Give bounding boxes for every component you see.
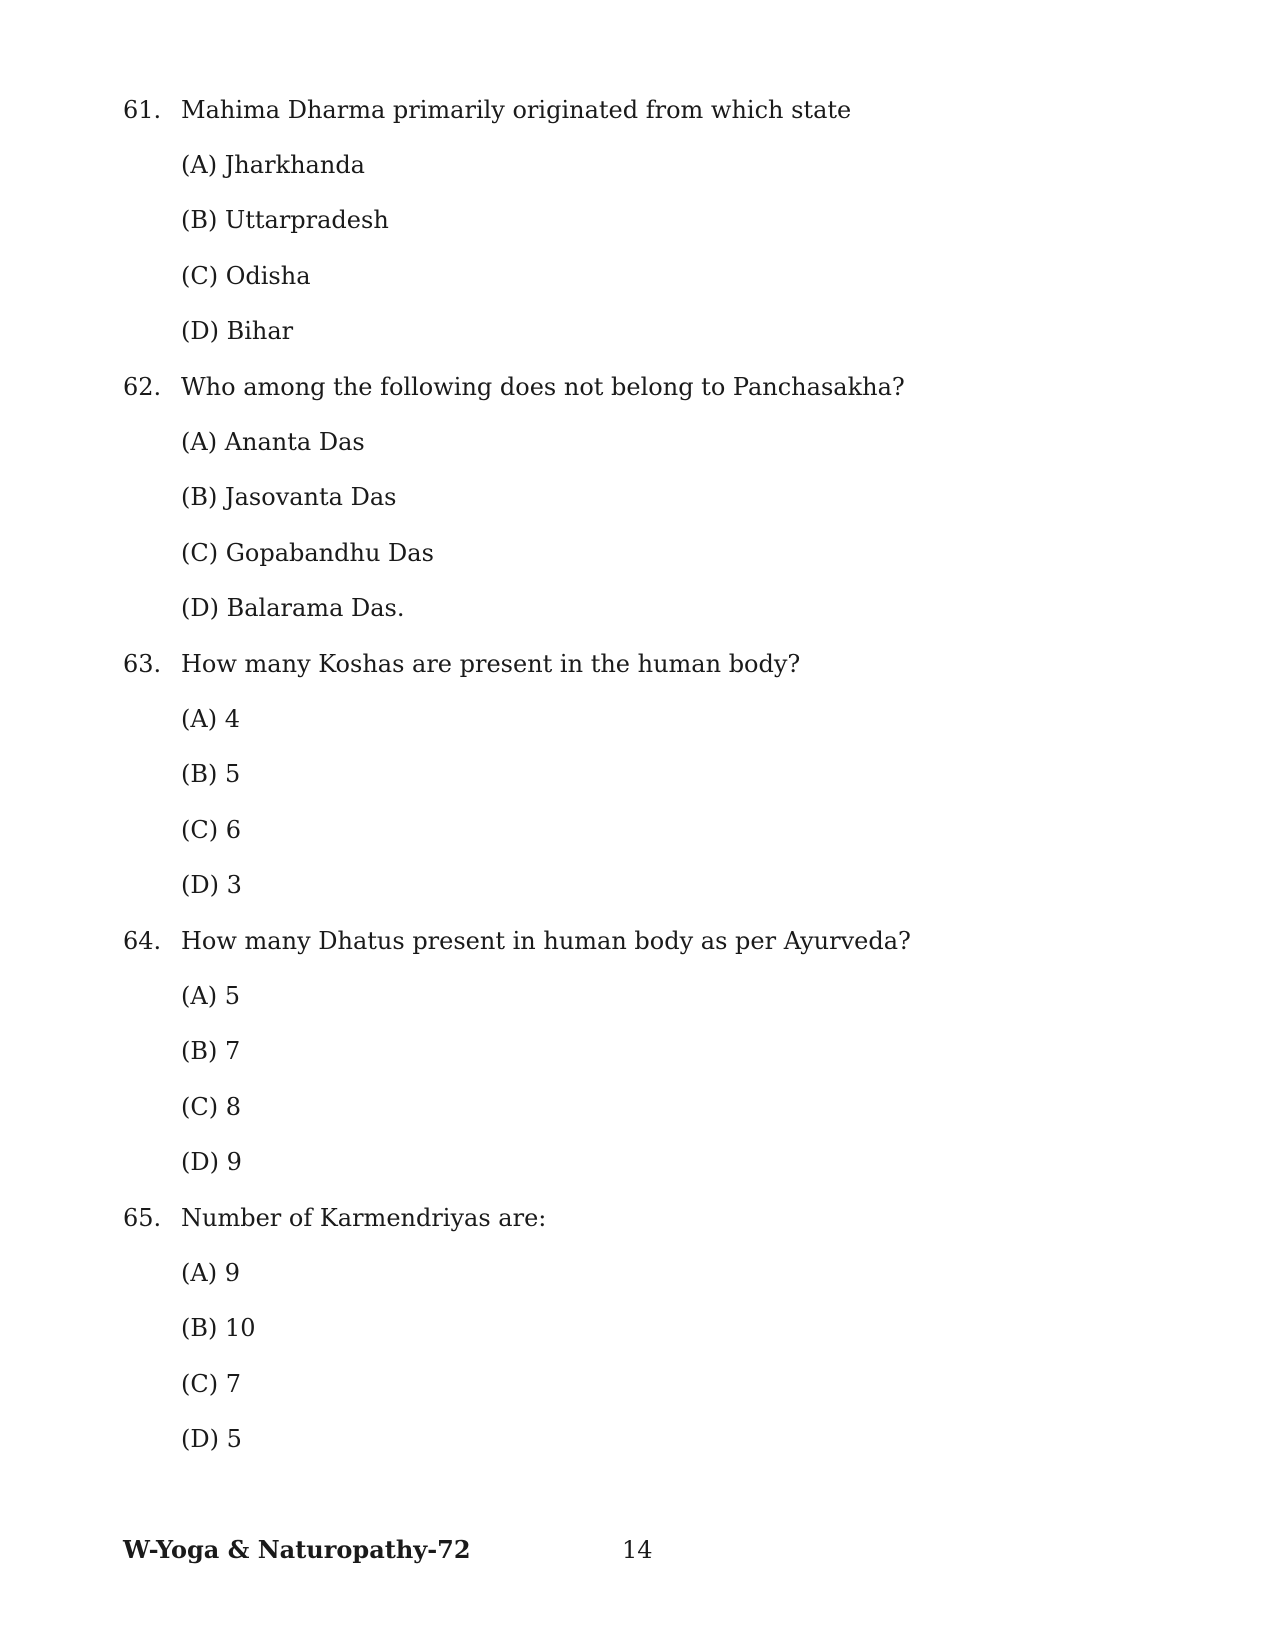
option-c: (C) Odisha (181, 262, 311, 290)
question-text: Number of Karmendriyas are: (181, 1204, 547, 1232)
question-number: 65. (123, 1204, 162, 1232)
question-63 (0, 644, 1275, 921)
question-number: 62. (123, 373, 162, 401)
option-d: (D) 5 (181, 1425, 242, 1453)
question-stem (123, 367, 905, 407)
option-c: (C) 7 (181, 1370, 241, 1398)
question-stem (123, 644, 800, 684)
question-number: 64. (123, 927, 162, 955)
option-b: (B) 7 (181, 1037, 241, 1065)
option-d: (D) 9 (181, 1148, 242, 1176)
question-61 (0, 90, 1275, 367)
question-number: 63. (123, 650, 162, 678)
question-text: Who among the following does not belong to Panchasakha? (181, 373, 905, 401)
question-stem (123, 1198, 546, 1238)
question-list (0, 90, 1275, 1475)
question-text: How many Koshas are present in the human body? (181, 650, 801, 678)
option-a: (A) Jharkhanda (181, 151, 365, 179)
option-b: (B) Jasovanta Das (181, 483, 397, 511)
option-a: (A) 5 (181, 982, 240, 1010)
option-b: (B) 10 (181, 1314, 256, 1342)
page-footer (123, 1530, 471, 1570)
option-a: (A) 4 (181, 705, 240, 733)
question-64 (0, 921, 1275, 1198)
page-number: 14 (622, 1536, 653, 1564)
question-text: Mahima Dharma primarily originated from which state (181, 96, 852, 124)
option-d: (D) 3 (181, 871, 242, 899)
exam-title: W-Yoga & Naturopathy-72 (123, 1535, 471, 1564)
option-a: (A) 9 (181, 1259, 240, 1287)
option-d: (D) Bihar (181, 317, 294, 345)
question-stem (123, 90, 851, 130)
option-c: (C) Gopabandhu Das (181, 539, 434, 567)
question-stem (123, 921, 911, 961)
option-b: (B) 5 (181, 760, 241, 788)
option-b: (B) Uttarpradesh (181, 206, 389, 234)
option-d: (D) Balarama Das. (181, 594, 405, 622)
option-a: (A) Ananta Das (181, 428, 365, 456)
option-c: (C) 8 (181, 1093, 241, 1121)
question-text: How many Dhatus present in human body as per Ayurveda? (181, 927, 911, 955)
question-number: 61. (123, 96, 162, 124)
question-65 (0, 1198, 1275, 1475)
question-62 (0, 367, 1275, 644)
option-c: (C) 6 (181, 816, 241, 844)
